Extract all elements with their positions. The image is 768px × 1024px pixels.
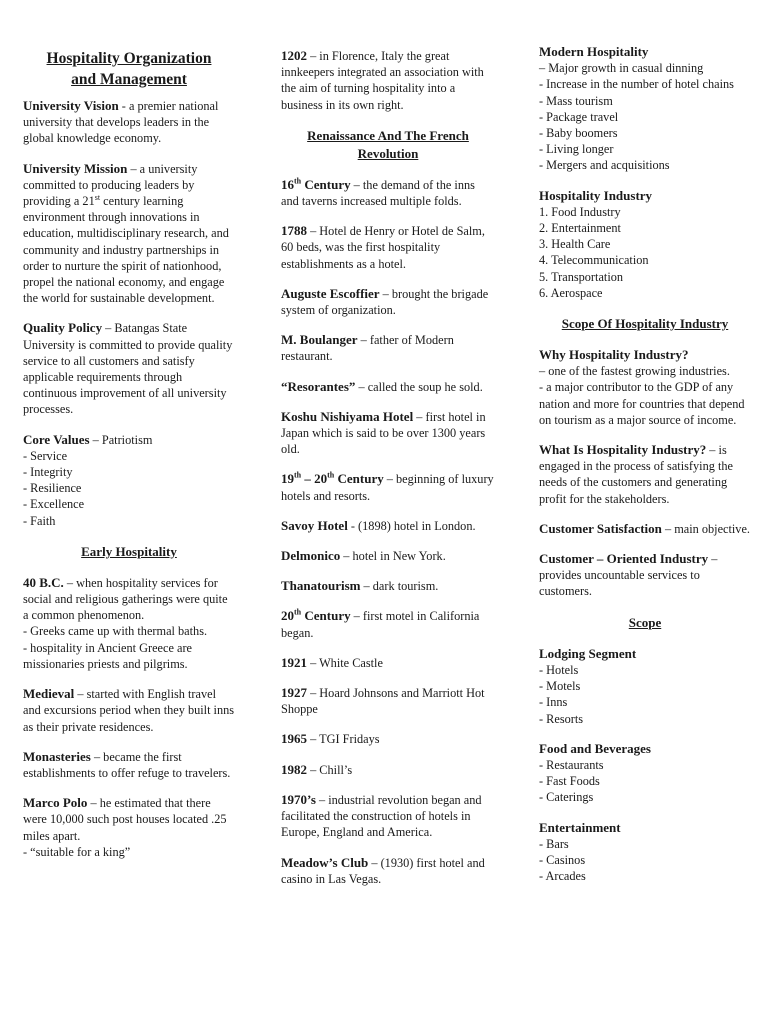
delmonico-term: Delmonico bbox=[281, 548, 341, 564]
e1202-term: 1202 bbox=[281, 48, 307, 63]
bc-item: - Greeks came up with thermal baths. bbox=[23, 624, 208, 639]
mission-term: University Mission bbox=[23, 160, 128, 176]
c19-term: 19th – 20th Century bbox=[281, 471, 384, 487]
industry-term: Hospitality Industry bbox=[539, 187, 653, 203]
modern-item: - Mass tourism bbox=[539, 93, 613, 108]
e1788-term: 1788 bbox=[281, 223, 307, 239]
koshu-block bbox=[281, 409, 495, 458]
savoy-block bbox=[281, 518, 495, 534]
why-item: – one of the fastest growing industries. bbox=[539, 364, 730, 379]
oriented-text: – provides uncountable services to customers. bbox=[539, 552, 718, 599]
e1982-term: 1982 bbox=[281, 761, 307, 777]
e1970-text: – industrial revolution began and facilitated the construction of hotels in Europe, England and America. bbox=[281, 792, 482, 840]
e1921-block bbox=[281, 655, 495, 671]
industry-item: 3. Health Care bbox=[539, 237, 611, 252]
what-term: What Is Hospitality Industry? bbox=[539, 442, 707, 458]
e1927-text: – Hoard Johnsons and Marriott Hot Shoppe bbox=[281, 686, 485, 717]
resorantes-block bbox=[281, 379, 495, 395]
vision-block bbox=[23, 98, 235, 147]
modern-item: - Living longer bbox=[539, 142, 614, 157]
entertainment-block bbox=[539, 820, 751, 885]
policy-block bbox=[23, 320, 235, 417]
modern-item: – Major growth in casual dinning bbox=[539, 61, 704, 76]
monasteries-text: – became the first establishments to offer refuge to travelers. bbox=[23, 749, 231, 780]
e1982-block bbox=[281, 762, 495, 778]
escoffier-term: Auguste Escoffier bbox=[281, 285, 380, 301]
lodging-item: - Resorts bbox=[539, 711, 584, 726]
modern-item: - Package travel bbox=[539, 109, 619, 124]
food-item: - Fast Foods bbox=[539, 774, 600, 789]
core-item: - Excellence bbox=[23, 497, 85, 512]
delmonico-block bbox=[281, 548, 495, 564]
core-item: - Integrity bbox=[23, 465, 73, 480]
oriented-term: Customer – Oriented Industry bbox=[539, 551, 709, 567]
thana-text: – dark tourism. bbox=[360, 579, 439, 594]
document-title bbox=[23, 48, 235, 90]
c20-block bbox=[281, 608, 495, 640]
vision-text: - a premier national university that develops leaders in the global knowledge economy. bbox=[23, 99, 219, 146]
what-block bbox=[539, 442, 751, 507]
renaissance-heading: Renaissance And The French Revolution bbox=[307, 127, 469, 161]
e1970-term: 1970’s bbox=[281, 791, 316, 807]
boulanger-text: – father of Modern restaurant. bbox=[281, 333, 454, 364]
e1965-term: 1965 bbox=[281, 731, 307, 747]
column-1 bbox=[23, 44, 235, 874]
meadow-text: – (1930) first hotel and casino in Las Vegas. bbox=[281, 855, 485, 886]
c19-text: – beginning of luxury hotels and resorts. bbox=[281, 472, 494, 503]
ent-item: - Casinos bbox=[539, 852, 586, 867]
food-block bbox=[539, 741, 751, 806]
policy-term: Quality Policy bbox=[23, 320, 103, 336]
food-item: - Caterings bbox=[539, 790, 594, 805]
medieval-term: Medieval bbox=[23, 686, 75, 702]
escoffier-block bbox=[281, 286, 495, 318]
mission-block bbox=[23, 161, 235, 307]
core-term: Core Values bbox=[23, 431, 90, 447]
lodging-item: - Inns bbox=[539, 695, 568, 710]
food-item: - Restaurants bbox=[539, 757, 604, 772]
modern-item: - Mergers and acquisitions bbox=[539, 158, 670, 173]
e1970-block bbox=[281, 792, 495, 841]
mission-text-b: century learning environment through innovations in education, multidisciplinary research, and community and industry partnerships in order to nurture the spirit of nationhood, propel the national economy, and engage the world for sustainable development. bbox=[23, 194, 229, 306]
escoffier-text: – brought the brigade system of organization. bbox=[281, 286, 489, 318]
why-term: Why Hospitality Industry? bbox=[539, 347, 689, 363]
koshu-text: – first hotel in Japan which is said to be over 1300 years old. bbox=[281, 409, 486, 457]
polo-item: - “suitable for a king” bbox=[23, 844, 131, 859]
industry-item: 1. Food Industry bbox=[539, 204, 621, 219]
meadow-term: Meadow’s Club bbox=[281, 854, 369, 870]
delmonico-text: – hotel in New York. bbox=[340, 549, 446, 564]
c16-text: – the demand of the inns and taverns increased multiple folds. bbox=[281, 177, 475, 209]
savoy-term: Savoy Hotel bbox=[281, 517, 348, 533]
monasteries-term: Monasteries bbox=[23, 748, 91, 764]
e1202-block bbox=[281, 48, 495, 113]
bc-term: 40 B.C. bbox=[23, 574, 64, 590]
core-values-block bbox=[23, 432, 235, 529]
modern-item: - Increase in the number of hotel chains bbox=[539, 77, 734, 92]
policy-text: – Batangas State University is committed to provide quality service to all customers and satisfy applicable requirements through continuous improvement of all university processes. bbox=[23, 321, 233, 417]
bc-block bbox=[23, 575, 235, 672]
industry-item: 6. Aerospace bbox=[539, 285, 603, 300]
scope-heading: Scope Of Hospitality Industry bbox=[561, 316, 729, 332]
savoy-text: - (1898) hotel in London. bbox=[347, 518, 476, 533]
core-item: - Resilience bbox=[23, 481, 82, 496]
bc-item: - hospitality in Ancient Greece are missionaries priests and pilgrims. bbox=[23, 640, 193, 671]
mission-text-a: – a university committed to producing leaders by providing a 21 bbox=[23, 161, 198, 209]
medieval-block bbox=[23, 686, 235, 735]
resorantes-text: – called the soup he sold. bbox=[355, 379, 483, 394]
boulanger-term: M. Boulanger bbox=[281, 332, 358, 348]
e1927-term: 1927 bbox=[281, 685, 307, 701]
e1788-text: – Hotel de Henry or Hotel de Salm, 60 beds, was the first hospitality establishments as a hotel. bbox=[281, 224, 485, 271]
c20-text: – first motel in California began. bbox=[281, 609, 480, 640]
what-text: – is engaged in the process of satisfying the needs of the customers and generating profit for the stakeholders. bbox=[539, 443, 733, 506]
oriented-block bbox=[539, 551, 751, 600]
e1982-text: – Chill’s bbox=[307, 762, 353, 777]
e1927-block bbox=[281, 685, 495, 717]
ent-item: - Bars bbox=[539, 836, 569, 851]
polo-term: Marco Polo bbox=[23, 795, 88, 811]
e1921-text: – White Castle bbox=[307, 655, 383, 670]
core-text: – Patriotism bbox=[89, 432, 153, 447]
industry-block bbox=[539, 188, 751, 301]
title-line-2: and Management bbox=[71, 71, 187, 88]
modern-block bbox=[539, 44, 751, 174]
satisfaction-text: – main objective. bbox=[661, 521, 750, 536]
industry-item: 5. Transportation bbox=[539, 269, 624, 284]
polo-text: – he estimated that there were 10,000 such post houses located .25 miles apart. bbox=[23, 796, 227, 843]
satisfaction-term: Customer Satisfaction bbox=[539, 520, 662, 536]
e1921-term: 1921 bbox=[281, 654, 307, 670]
monasteries-block bbox=[23, 749, 235, 781]
scope-subheading: Scope bbox=[628, 614, 662, 630]
koshu-term: Koshu Nishiyama Hotel bbox=[281, 408, 414, 424]
c16-term: 16th Century bbox=[281, 176, 351, 192]
early-hospitality-heading: Early Hospitality bbox=[81, 543, 177, 559]
industry-item: 2. Entertainment bbox=[539, 221, 621, 236]
industry-item: 4. Telecommunication bbox=[539, 253, 649, 268]
food-term: Food and Beverages bbox=[539, 740, 651, 756]
core-item: - Faith bbox=[23, 513, 56, 528]
boulanger-block bbox=[281, 332, 495, 364]
resorantes-term: “Resorantes” bbox=[281, 378, 356, 394]
e1965-text: – TGI Fridays bbox=[307, 732, 380, 747]
column-3 bbox=[539, 44, 751, 898]
bc-text: – when hospitality services for social and religious gatherings were quite a common phenomenon. bbox=[23, 575, 228, 623]
e1202-text: – in Florence, Italy the great innkeepers integrated an association with the aim of turning hospitality into a business in its own right. bbox=[281, 49, 484, 112]
e1965-block bbox=[281, 731, 495, 747]
modern-item: - Baby boomers bbox=[539, 126, 618, 141]
c20-term: 20th Century bbox=[281, 608, 351, 624]
mission-superscript: st bbox=[94, 192, 101, 202]
satisfaction-block bbox=[539, 521, 751, 537]
ent-term: Entertainment bbox=[539, 819, 621, 835]
lodging-item: - Motels bbox=[539, 679, 581, 694]
lodging-item: - Hotels bbox=[539, 662, 579, 677]
thana-term: Thanatourism bbox=[281, 578, 361, 594]
c19-block bbox=[281, 471, 495, 503]
ent-item: - Arcades bbox=[539, 869, 586, 884]
meadow-block bbox=[281, 855, 495, 887]
core-item: - Service bbox=[23, 448, 68, 463]
medieval-text: – started with English travel and excursions period when they built inns as their private residences. bbox=[23, 687, 235, 734]
why-item: - a major contributor to the GDP of any nation and more for countries that depend on tourism as a major source of income. bbox=[539, 380, 745, 427]
title-line-1: Hospitality Organization bbox=[46, 50, 212, 67]
thanatourism-block bbox=[281, 578, 495, 594]
e1788-block bbox=[281, 223, 495, 272]
vision-term: University Vision bbox=[23, 98, 119, 113]
modern-term: Modern Hospitality bbox=[539, 44, 649, 59]
c16-block bbox=[281, 177, 495, 209]
why-block bbox=[539, 347, 751, 428]
lodging-block bbox=[539, 646, 751, 727]
column-2 bbox=[281, 48, 495, 901]
marco-polo-block bbox=[23, 795, 235, 860]
lodging-term: Lodging Segment bbox=[539, 645, 637, 661]
